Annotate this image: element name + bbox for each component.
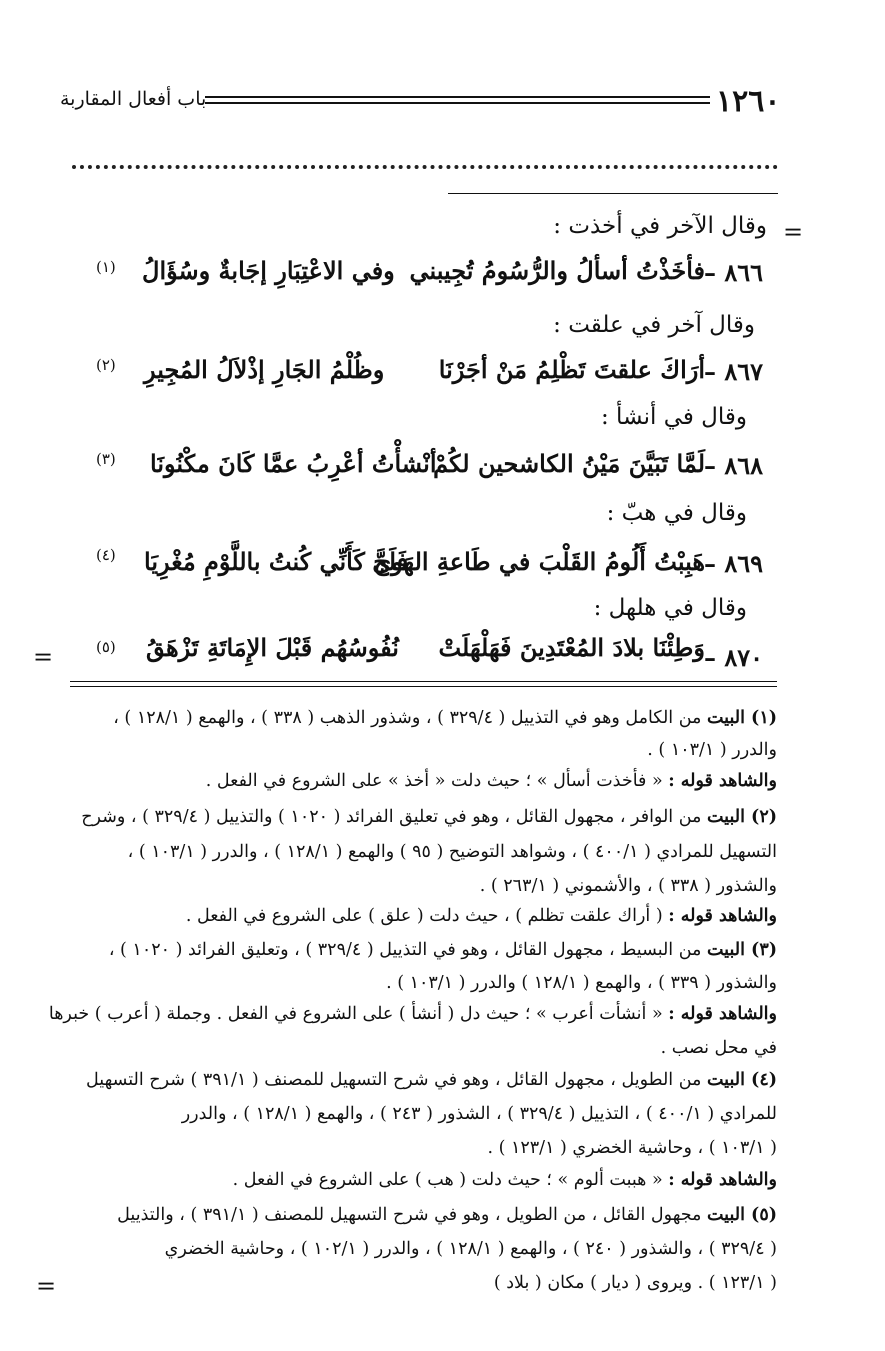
footnote-line [647, 740, 777, 760]
footnote-line [128, 842, 777, 862]
footnote-text: للمرادي ( ٤٠٠/١ ) ، التذييل ( ٣٢٩/٤ ) ، الشذور ( ٢٤٣ ) ، والهمع ( ١٢٨/١ ) ، والدرر [181, 1104, 777, 1124]
verse-number: ٨٦٨ – [703, 451, 763, 480]
header-rule [205, 96, 710, 98]
footnote-label: والشاهد قوله : [668, 1004, 777, 1024]
footnote-ref: (١) [96, 258, 116, 276]
header-rule [205, 102, 710, 104]
footnote-line [81, 807, 777, 827]
footnote-text: مجهول القائل ، من الطويل ، وهو في شرح التسهيل للمصنف ( ٣٩١/١ ) ، والتذييل [117, 1205, 707, 1225]
continuation-mark: = [783, 218, 804, 246]
verse-intro: وقال الآخر في أخذت : [553, 213, 767, 239]
verse-intro: وقال آخر في علقت : [553, 312, 755, 338]
footnote-text: من البسيط ، مجهول القائل ، وهو في التذييل ( ٣٢٩/٤ ) ، وتعليق الفرائد ( ١٠٢٠ ) ، [108, 940, 707, 960]
footnote-label: (٢) البيت [707, 807, 777, 827]
verse-intro: وقال في أنشأ : [601, 404, 747, 430]
continuation-mark: = [36, 1272, 57, 1300]
footnote-line [109, 940, 777, 960]
verse-first-hemistich: هَبِبْتُ أَلُومُ القَلْبَ في طَاعةِ الهَوى [372, 547, 705, 576]
footnote-label: والشاهد قوله : [668, 771, 777, 791]
footnote-line [117, 1205, 777, 1225]
footnote-text: « أنشأت أعرب » ؛ حيث دل ( أنشأ ) على الشروع في الفعل . وجملة ( أعرب ) خبرها [48, 1004, 669, 1024]
footnote-line [206, 771, 777, 791]
footnote-label: (٤) البيت [707, 1070, 777, 1090]
verse-number: ٨٦٧ – [703, 357, 763, 386]
verse-first-hemistich: أرَاكَ علقتَ تَظْلِمُ مَنْ أجَرْنَا [438, 355, 705, 384]
footnote-text: ( ١٠٣/١ ) ، وحاشية الخضري ( ١٢٣/١ ) . [487, 1138, 777, 1158]
footnote-text: « هببت ألوم » ؛ حيث دلت ( هب ) على الشروع في الفعل . [232, 1170, 669, 1190]
footnote-text: من الوافر ، مجهول القائل ، وهو في تعليق الفرائد ( ١٠٢٠ ) والتذييل ( ٣٢٩/٤ ) ، وشرح [81, 807, 707, 827]
footnote-line [386, 973, 777, 993]
footnote-line [186, 906, 777, 926]
footnote-label: والشاهد قوله : [668, 1170, 777, 1190]
continuation-mark: = [33, 643, 54, 671]
verse-second-hemistich: وظُلْمُ الجَارِ إذْلاَلُ المُجِيرِ [144, 355, 385, 384]
footnote-line [86, 1070, 777, 1090]
footnote-ref: (٣) [96, 450, 116, 468]
footnote-text: ( أراك علقت تظلم ) ، حيث دلت ( علق ) على الشروع في الفعل . [185, 906, 669, 926]
verse-number: ٨٦٩ – [703, 549, 763, 578]
footnote-label: (١) البيت [707, 708, 777, 728]
footnote-line [494, 1273, 777, 1293]
footnote-separator [70, 681, 777, 682]
verse-second-hemistich: نُفُوسُهُم قَبْلَ الإِمَاتَةِ تَزْهَقُ [146, 633, 399, 662]
footnote-text: ( ١٢٣/١ ) . ويروى ( ديار ) مكان ( بلاد ) [493, 1273, 777, 1293]
footnote-label: والشاهد قوله : [668, 906, 777, 926]
footnote-text: والشذور ( ٣٣٩ ) ، والهمع ( ١٢٨/١ ) والدرر ( ١٠٣/١ ) . [386, 973, 777, 993]
footnote-line [182, 1104, 777, 1124]
page-number: ١٢٦٠ [716, 84, 781, 119]
verse-first-hemistich: فأخَذْتُ أسألُ والرُّسُومُ تُجِيبني [409, 256, 705, 285]
footnote-line [233, 1170, 777, 1190]
footnote-label: (٥) البيت [707, 1205, 777, 1225]
footnote-line [661, 1038, 777, 1058]
verse-intro: وقال في هلهل : [593, 595, 747, 621]
verse-number: ٨٧٠ – [703, 643, 763, 672]
footnote-ref: (٢) [96, 356, 116, 374]
verse-first-hemistich: وَطِئْنَا بلادَ المُعْتَدِينَ فَهَلْهَلَتْ [438, 633, 705, 662]
footnote-text: والدرر ( ١٠٣/١ ) . [647, 740, 777, 760]
footnote-text: من الطويل ، مجهول القائل ، وهو في شرح التسهيل للمصنف ( ٣٩١/١ ) شرح التسهيل [86, 1070, 707, 1090]
footnote-line [165, 1239, 777, 1259]
verse-second-hemistich: فَلَجَّ كَأَنِّي كُنتُ باللَّوْمِ مُغْرِيَا [144, 547, 409, 576]
chapter-title: باب أفعال المقاربة [60, 88, 207, 110]
verse-first-hemistich: لَمَّا تَبَيَّنَ مَيْنُ الكاشحين لكُمْ [433, 449, 705, 478]
footnote-line [49, 1004, 777, 1024]
footnote-text: التسهيل للمرادي ( ٤٠٠/١ ) ، وشواهد التوضيح ( ٩٥ ) والهمع ( ١٢٨/١ ) ، والدرر ( ١٠٣/١ ) ، [127, 842, 777, 862]
footnote-text: من الكامل وهو في التذييل ( ٣٢٩/٤ ) ، وشذور الذهب ( ٣٣٨ ) ، والهمع ( ١٢٨/١ ) ، [113, 708, 707, 728]
footnote-label: (٣) البيت [707, 940, 777, 960]
verse-second-hemistich: وفي الاعْتِبَارِ إجَابةٌ وسُؤَالُ [142, 256, 395, 285]
dotted-separator [72, 165, 778, 169]
verse-second-hemistich: أنْشأْتُ أعْرِبُ عمَّا كَانَ مكْنُونَا [150, 449, 437, 478]
footnote-text: ( ٣٢٩/٤ ) ، والشذور ( ٢٤٠ ) ، والهمع ( ١٢٨/١ ) ، والدرر ( ١٠٢/١ ) ، وحاشية الخضري [164, 1239, 777, 1259]
footnote-text: في محل نصب . [660, 1038, 777, 1058]
short-rule [448, 193, 778, 194]
footnote-text: والشذور ( ٣٣٨ ) ، والأشموني ( ٢٦٣/١ ) . [479, 876, 777, 896]
verse-intro: وقال في هبّ : [606, 500, 747, 526]
footnote-ref: (٥) [96, 638, 116, 656]
footnote-ref: (٤) [96, 546, 116, 564]
footnote-line [480, 876, 777, 896]
footnote-separator [70, 686, 777, 687]
footnote-line [113, 708, 777, 728]
footnote-text: « فأخذت أسأل » ؛ حيث دلت « أخذ » على الشروع في الفعل . [205, 771, 669, 791]
footnote-line [487, 1138, 777, 1158]
verse-number: ٨٦٦ – [703, 258, 763, 287]
